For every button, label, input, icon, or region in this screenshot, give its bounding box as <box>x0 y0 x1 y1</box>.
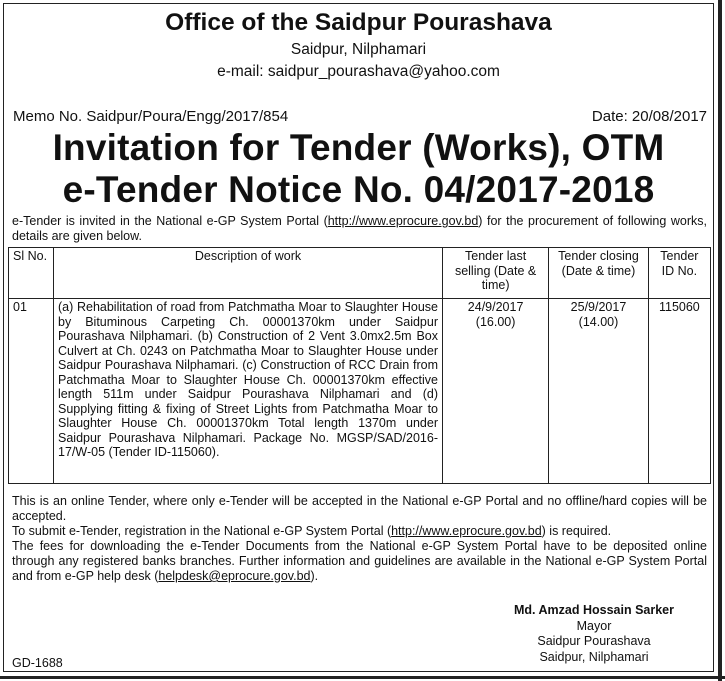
fees-text-after: ). <box>310 569 319 583</box>
closing-date: 25/9/2017 <box>570 300 627 314</box>
helpdesk-email-link[interactable]: helpdesk@eprocure.gov.bd <box>158 569 311 583</box>
fees-text-before: The fees for downloading the e-Tender Documents from the National e-GP System Portal have to be deposited online through any registered banks branches. Further information and guidelines are available in the National e-GP System Portal and from e-GP help desk ( <box>12 539 707 583</box>
header-sl: Sl No. <box>9 248 54 299</box>
closing-time: (14.00) <box>578 314 619 329</box>
intro-text-after: ) for the procurement of following works, details are given below. <box>12 214 707 243</box>
registration-text-before: To submit e-Tender, registration in the National e-GP System Portal ( <box>12 524 392 538</box>
header-closing: Tender closing (Date & time) <box>549 248 649 299</box>
row-sl: 01 <box>9 299 54 484</box>
signature-block <box>484 603 704 665</box>
signatory-name: Md. Amzad Hossain Sarker <box>513 603 674 617</box>
eprocure-link[interactable]: http://www.eprocure.gov.bd <box>327 214 479 228</box>
memo-date: Date: 20/08/2017 <box>591 108 707 125</box>
registration-link[interactable]: http://www.eprocure.gov.bd <box>391 524 542 538</box>
footer-online-note: This is an online Tender, where only e-Tender will be accepted in the National e-GP Portal and no offline/hard copies will be accepted. <box>12 494 707 523</box>
intro-paragraph <box>12 214 707 243</box>
memo-number: Memo No. Saidpur/Poura/Engg/2017/854 <box>13 108 289 125</box>
notice-number: e-Tender Notice No. 04/2017-2018 <box>62 169 655 210</box>
footer-registration-note <box>12 524 707 539</box>
footer-fees-note <box>12 539 707 584</box>
page-edge-bottom <box>0 676 725 679</box>
intro-text-before: e-Tender is invited in the National e-GP System Portal ( <box>12 214 328 228</box>
row-closing <box>549 299 649 484</box>
header-selling: Tender last selling (Date & time) <box>443 248 549 299</box>
signatory-title: Mayor <box>576 618 612 633</box>
notice-heading: Invitation for Tender (Works), OTM <box>52 127 665 168</box>
office-email: e-mail: saidpur_pourashava@yahoo.com <box>217 63 500 80</box>
selling-time: (16.00) <box>475 314 516 329</box>
registration-text-after: ) is required. <box>541 524 612 538</box>
notice-frame <box>3 3 714 672</box>
signatory-place: Saidpur, Nilphamari <box>539 649 649 664</box>
row-selling <box>443 299 549 484</box>
table-header-row <box>9 248 711 299</box>
header-description: Description of work <box>54 248 443 299</box>
header-tender-id: Tender ID No. <box>648 248 710 299</box>
page-edge-right <box>718 0 722 681</box>
row-tender-id: 115060 <box>648 299 710 484</box>
tender-table <box>8 247 711 484</box>
selling-date: 24/9/2017 <box>467 300 524 314</box>
office-title: Office of the Saidpur Pourashava <box>165 9 552 36</box>
office-location: Saidpur, Nilphamari <box>290 41 427 58</box>
signatory-org: Saidpur Pourashava <box>537 634 651 648</box>
table-row <box>9 299 711 484</box>
row-description: (a) Rehabilitation of road from Patchmatha Moar to Slaughter House by Bituminous Carpeting Ch. 00001370km under Saidpur Pourashava Nilphamari. (b) Construction of 2 Vent 3.0mx2.5m Box Culvert at Ch. 0243 on Patchmatha Moar to Slaughter House under Saidpur Pourashava Nilphamari. (c) Construction of RCC Drain from Patchmatha Moar to Slaughter House Ch. 00001370km effective length 511m under Saidpur Pourashava Nilphamari and (d) Supplying fitting & fixing of Street Lights from Patchmatha Moar to Slaughter House Ch. 00001370km Total length 1370m under Saidpur Pourashava Nilphamari. Package No. MGSP/SAD/2016-17/W-05 (Tender ID-115060). <box>54 299 443 484</box>
footer-text <box>12 494 707 584</box>
gd-code: GD-1688 <box>12 656 63 670</box>
